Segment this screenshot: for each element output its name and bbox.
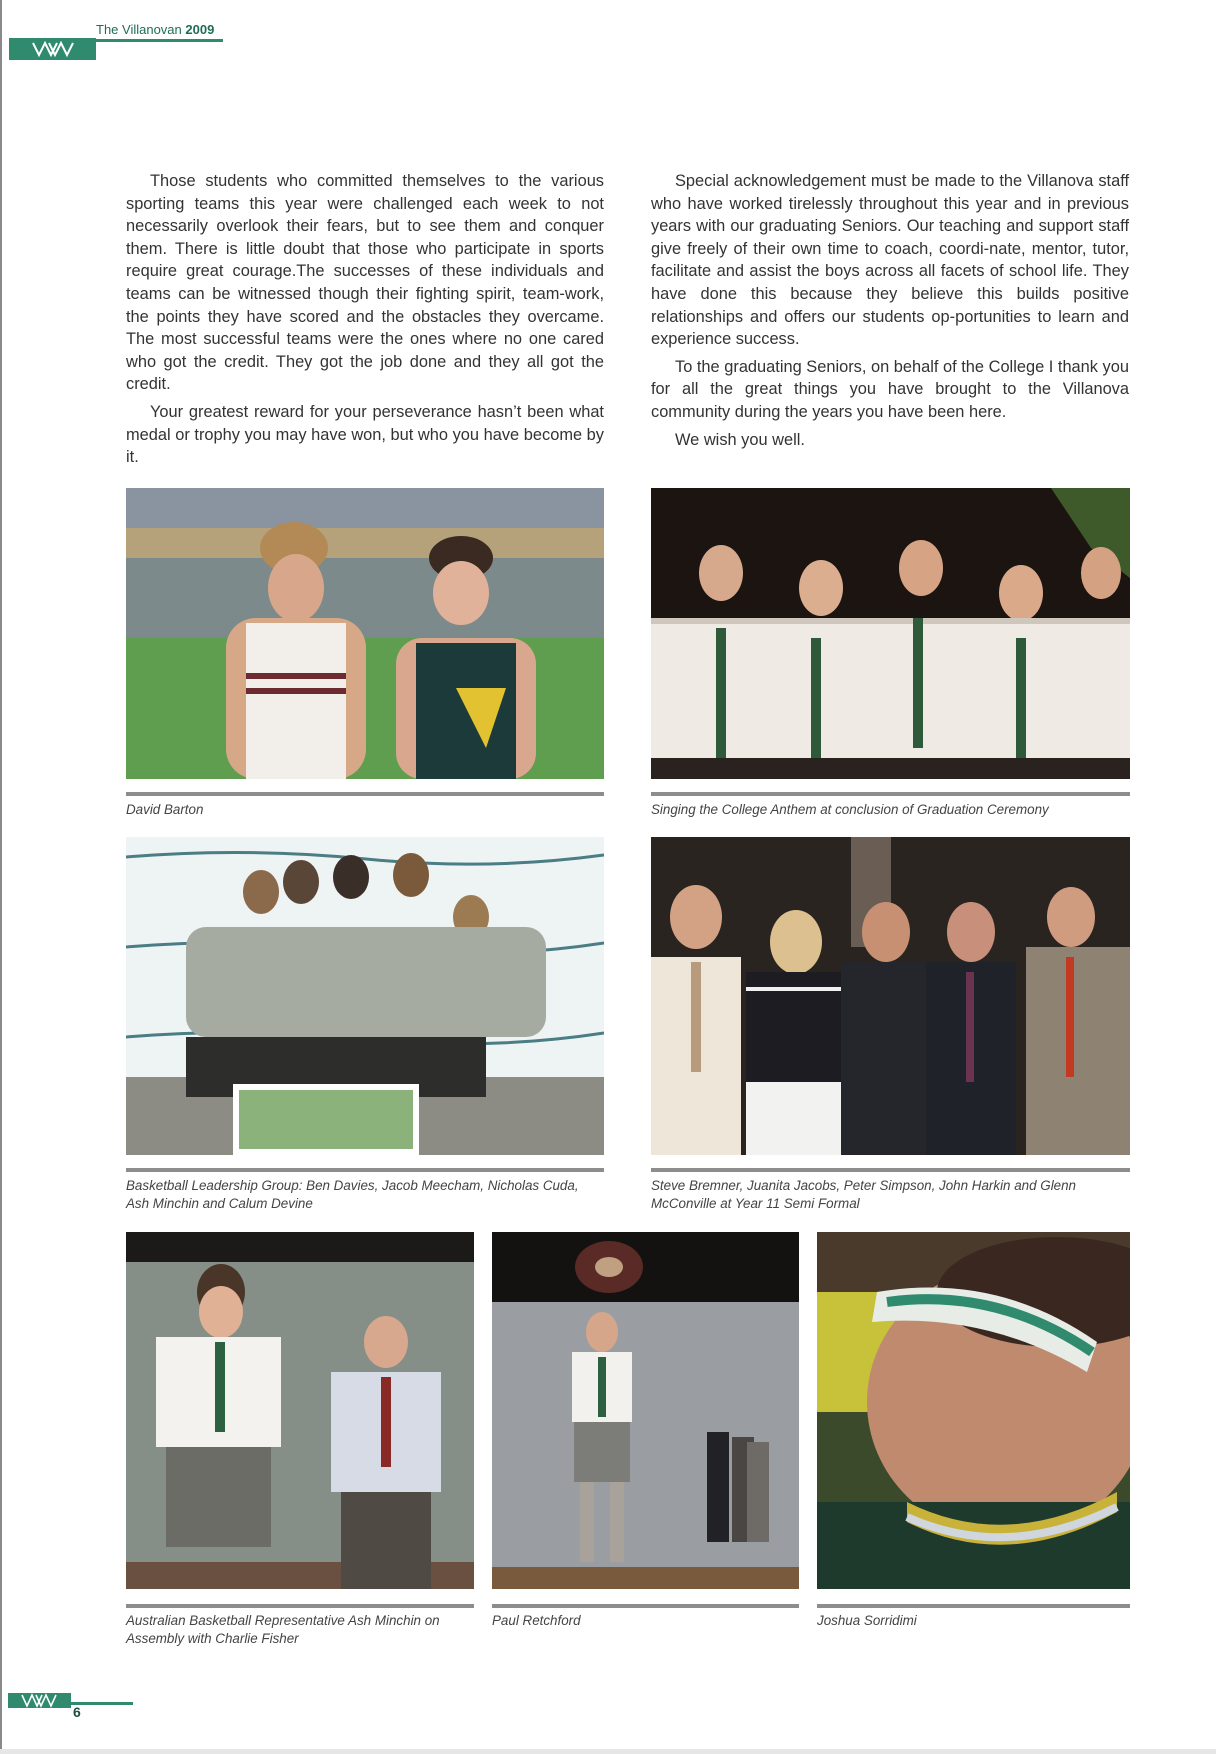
assembly-photo xyxy=(126,1232,474,1589)
photo-caption: David Barton xyxy=(126,802,204,817)
athletics-photo xyxy=(126,488,604,779)
photo-caption: Joshua Sorridimi xyxy=(817,1613,917,1628)
publication-name: The Villanovan xyxy=(96,22,182,37)
paragraph: Those students who committed themselves to the various sporting teams this year were challenged each week to not necessarily overlook their fears, but to see them and conquer them. There is little doubt that those who participate in sports require great courage.The successes of these individuals and teams can be witnessed though their fighting spirit, team-work, the points they have scored and the obstacles they overcame. The most successful teams were the ones where no one cared who got the credit. They got the job done and they all got the credit. xyxy=(126,172,604,394)
article-right-column xyxy=(651,170,1129,456)
photo-caption: Singing the College Anthem at conclusion of Graduation Ceremony xyxy=(651,802,1049,817)
page-binding-edge xyxy=(0,0,2,1754)
header-rule xyxy=(96,39,223,42)
caption-rule xyxy=(651,1168,1130,1172)
caption-rule xyxy=(126,1604,474,1608)
paragraph: Special acknowledgement must be made to the Villanova staff who have worked tirelessly throughout this year and in previous years with our graduating Seniors. Our teaching and support staff give freely of their own time to coach, coordi-nate, mentor, tutor, facilitate and assist the boys across all facets of school life. They have done this because they believe this builds positive relationships and offers our students op-portunities to learn and experience success. xyxy=(651,172,1129,349)
villanova-footer-logo-icon xyxy=(8,1693,71,1708)
paragraph: We wish you well. xyxy=(675,430,805,449)
portrait-photo xyxy=(817,1232,1130,1589)
photo-caption: Steve Bremner, Juanita Jacobs, Peter Simpson, John Harkin and Glenn McConville at Year 11 Semi Formal xyxy=(651,1178,1077,1211)
page-bottom-edge xyxy=(0,1749,1216,1754)
photo-caption: Basketball Leadership Group: Ben Davies, Jacob Meecham, Nicholas Cuda, Ash Minchin and Calum Devine xyxy=(126,1178,579,1211)
caption-rule xyxy=(492,1604,799,1608)
paragraph: To the graduating Seniors, on behalf of the College I thank you for all the great things you have brought to the Villanova community during the years you have been here. xyxy=(651,357,1129,421)
caption-rule xyxy=(651,792,1130,796)
publication-year: 2009 xyxy=(185,22,215,37)
page-number: 6 xyxy=(73,1704,81,1720)
caption-rule xyxy=(817,1604,1130,1608)
photo-caption: Australian Basketball Representative Ash Minchin on Assembly with Charlie Fisher xyxy=(126,1613,440,1646)
villanova-logo-icon xyxy=(9,38,96,60)
formal-photo xyxy=(651,837,1130,1155)
caption-rule xyxy=(126,1168,604,1172)
graduation-photo xyxy=(651,488,1130,779)
running-header xyxy=(96,22,214,37)
photo-caption: Paul Retchford xyxy=(492,1613,581,1628)
trophy-photo xyxy=(492,1232,799,1589)
article-left-column xyxy=(126,170,604,474)
cake-photo xyxy=(126,837,604,1155)
paragraph: Your greatest reward for your perseverance hasn’t been what medal or trophy you may have won, but who you have become by it. xyxy=(126,402,604,467)
caption-rule xyxy=(126,792,604,796)
